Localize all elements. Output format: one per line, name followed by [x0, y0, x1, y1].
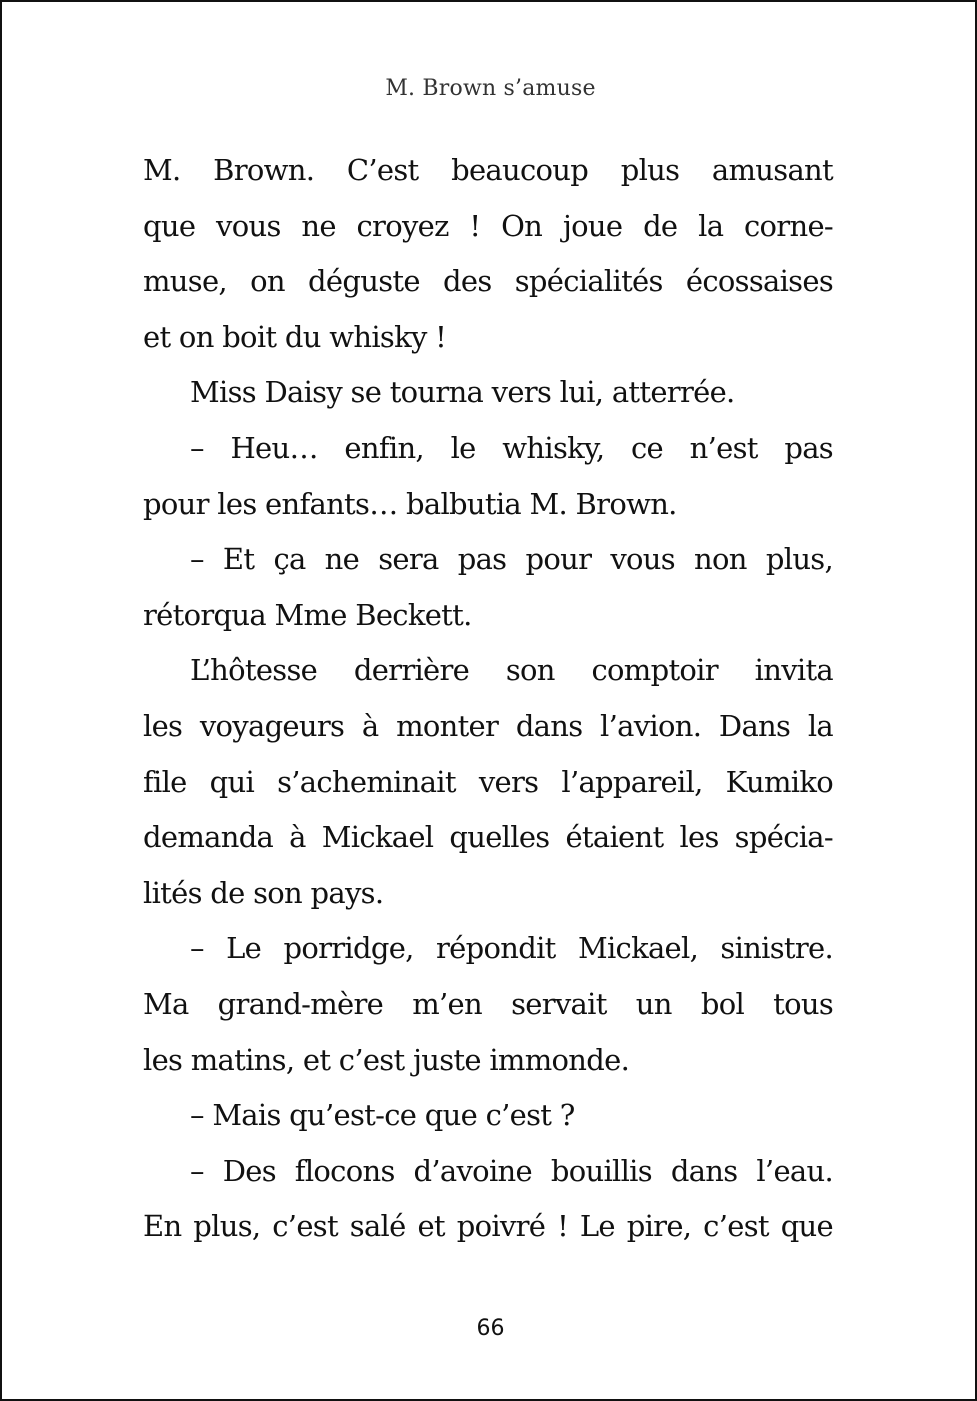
text-line: rétorqua Mme Beckett. — [143, 597, 472, 632]
text-line: les voyageurs à monter dans l’avion. Dans la — [143, 708, 833, 743]
text-line: et on boit du whisky ! — [143, 319, 447, 354]
text-line: L’hôtesse derrière son comptoir invita — [190, 653, 833, 688]
text-line: muse, on déguste des spécialités écossaises — [143, 264, 833, 299]
text-line: file qui s’acheminait vers l’appareil, Kumiko — [143, 764, 833, 799]
text-line: – Le porridge, répondit Mickael, sinistre. — [190, 931, 833, 966]
text-line: que vous ne croyez ! On joue de la corne- — [143, 208, 833, 243]
body-text — [143, 143, 833, 1255]
text-line: M. Brown. C’est beaucoup plus amusant — [143, 153, 833, 187]
text-line: – Des flocons d’avoine bouillis dans l’eau. — [190, 1153, 833, 1188]
text-line: – Heu… enfin, le whisky, ce n’est pas — [190, 430, 833, 465]
text-line: Ma grand-mère m’en servait un bol tous — [143, 986, 833, 1021]
text-line: – Mais qu’est-ce que c’est ? — [190, 1098, 575, 1133]
text-line: Miss Daisy se tourna vers lui, atterrée. — [190, 375, 735, 410]
text-line: – Et ça ne sera pas pour vous non plus, — [190, 542, 833, 577]
text-line: En plus, c’est salé et poivré ! Le pire, c’est que — [143, 1209, 833, 1244]
text-line: pour les enfants… balbutia M. Brown. — [143, 486, 677, 521]
text-line: demanda à Mickael quelles étaient les spécia- — [143, 820, 833, 855]
page-number: 66 — [476, 1316, 505, 1341]
text-line: lités de son pays. — [143, 875, 384, 910]
running-head: M. Brown s’amuse — [385, 76, 596, 101]
text-line: les matins, et c’est juste immonde. — [143, 1042, 630, 1077]
